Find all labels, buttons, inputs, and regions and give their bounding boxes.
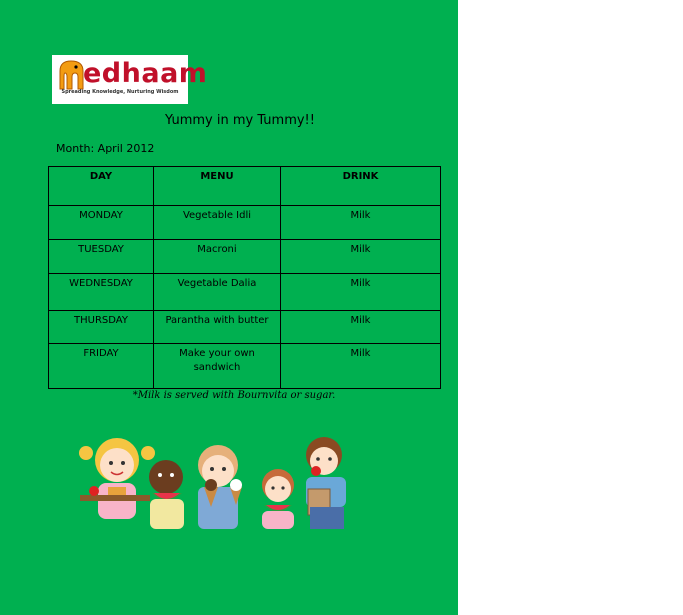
day-cell: WEDNESDAY — [49, 274, 154, 311]
table-header-row — [49, 167, 441, 206]
table-row — [49, 311, 441, 344]
table-row — [49, 274, 441, 311]
logo-tagline: Spreading Knowledge, Nurturing Wisdom — [61, 89, 179, 95]
menu-cell: Parantha with butter — [154, 311, 281, 344]
menu-cell: Make your own sandwich — [154, 344, 281, 389]
day-cell: MONDAY — [49, 206, 154, 240]
day-cell: TUESDAY — [49, 240, 154, 274]
medhaam-logo — [52, 55, 208, 104]
header-drink: DRINK — [281, 167, 441, 206]
drink-cell: Milk — [281, 206, 441, 240]
milk-note: *Milk is served with Bournvita or sugar. — [132, 390, 336, 401]
drink-cell: Milk — [281, 311, 441, 344]
children-eating-illustration — [78, 435, 358, 535]
menu-table — [48, 166, 441, 389]
kid-figure — [79, 438, 155, 519]
logo-wordmark: edhaam — [83, 58, 208, 89]
table-row — [49, 344, 441, 389]
page-title: Yummy in my Tummy!! — [165, 113, 315, 128]
menu-cell: Vegetable Dalia — [154, 274, 281, 311]
day-cell: THURSDAY — [49, 311, 154, 344]
table-row — [49, 206, 441, 240]
kid-figure — [262, 469, 294, 529]
header-menu: MENU — [154, 167, 281, 206]
header-day: DAY — [49, 167, 154, 206]
menu-cell: Macroni — [154, 240, 281, 274]
day-cell: FRIDAY — [49, 344, 154, 389]
kid-figure — [149, 460, 184, 529]
table-row — [49, 240, 441, 274]
kid-figure — [306, 437, 346, 529]
drink-cell: Milk — [281, 344, 441, 389]
drink-cell: Milk — [281, 274, 441, 311]
menu-cell: Vegetable Idli — [154, 206, 281, 240]
kid-figure — [198, 445, 242, 529]
drink-cell: Milk — [281, 240, 441, 274]
month-label: Month: April 2012 — [56, 142, 155, 155]
